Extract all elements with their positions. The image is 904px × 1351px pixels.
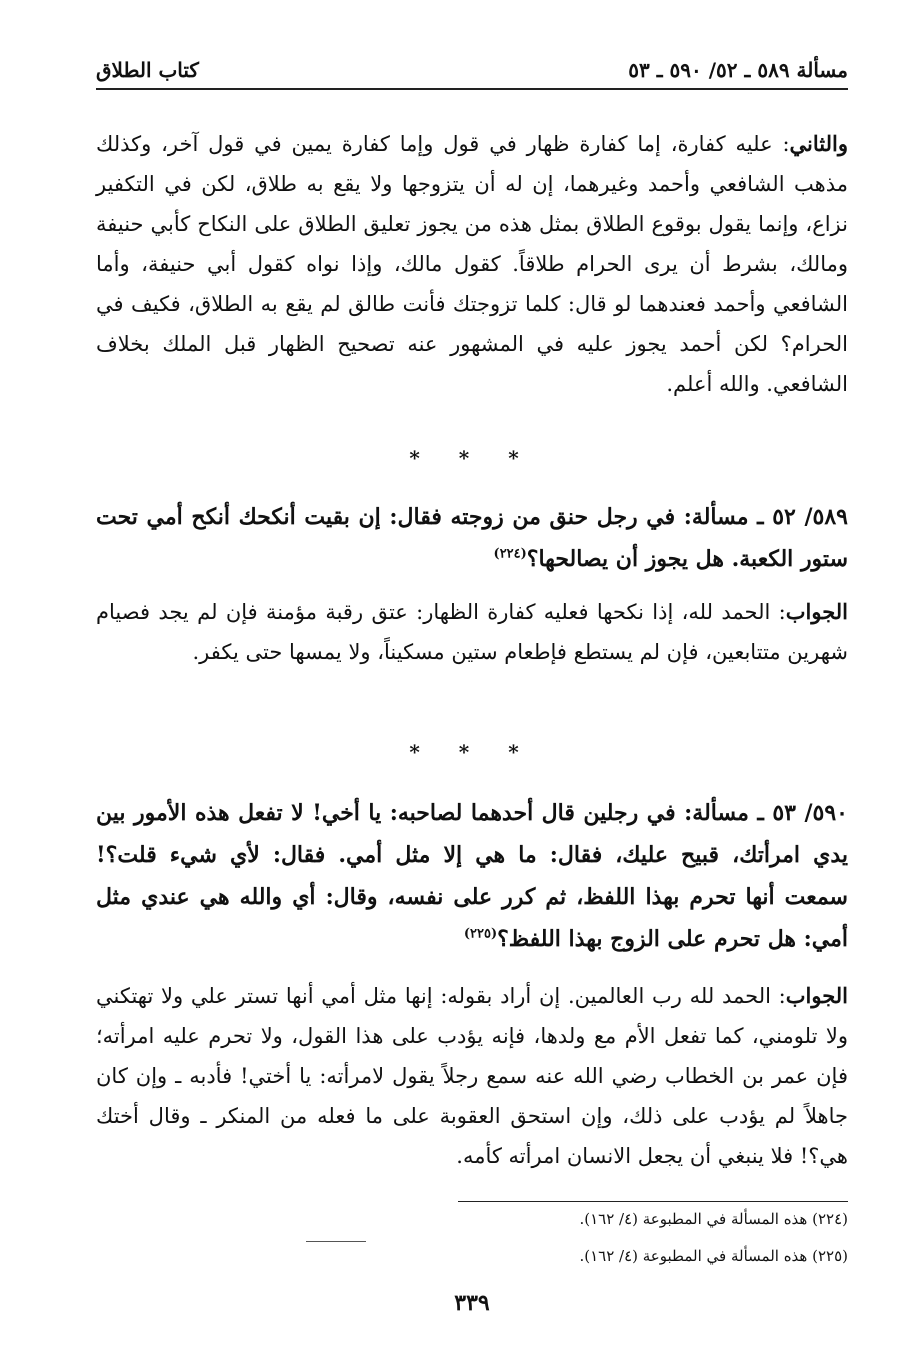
answer-589-lead: الجواب [785, 599, 848, 624]
intro-lead: والثاني [789, 131, 848, 156]
question-590-text: في رجلين قال أحدهما لصاحبه: يا أخي! لا تفعل هذه الأمور بين يدي امرأتك، قبيح عليك، فقال: ما هي إلا مثل أمي. فقال: لأي شيء قلت؟! سمعت أنها تحرم بهذا اللفظ، ثم كرر على نفسه، وقال: أي والله هي عندي مثل أمي: هل تحرم على الزوج بهذا اللفظ؟ [96, 800, 848, 952]
answer-590-text: : الحمد لله رب العالمين. إن أراد بقوله: إنها مثل أمي أنها تستر علي ولا تهتكني ولا تلومني، كما تفعل الأم مع ولدها، فإنه يؤدب على هذا القول، ولا تحرم عليه امرأته؛ فإن عمر بن الخطاب رضي الله عنه سمع رجلاً يقول لامرأته: يا أختي! فأدبه ـ وإن كان جاهلاً لم يؤدب على ذلك، وإن استحق العقوبة على ما فعله من المنكر ـ وقال أختك هي؟! فلا ينبغي أن يجعل الانسان امرأته كأمه. [96, 984, 848, 1168]
answer-589 [96, 592, 848, 672]
header-book-title: كتاب الطلاق [96, 58, 199, 82]
question-589-number: ٥٨٩/ ٥٢ [772, 504, 848, 530]
running-header [96, 52, 848, 82]
intro-text: : عليه كفارة، إما كفارة ظهار في قول وإما كفارة يمين في قول آخر، وكذلك مذهب الشافعي وأحمد وغيرهما، إن له أن يتزوجها ولا يقع به طلاق، لكن في التكفير نزاع، وإنما يقول بوقوع الطلاق بمثل هذه من يجوز تعليق الطلاق على النكاح كأبي حنيفة ومالك، بشرط أن يرى الحرام طلاقاً. كقول مالك، وإذا نواه كقول أبي حنيفة، وأما الشافعي وأحمد فعندهما لو قال: كلما تزوجتك فأنت طالق لم يقع به الطلاق، فكيف في الحرام؟ لكن أحمد يجوز عليه في المشهور عنه تصحيح الظهار قبل الملك بخلاف الشافعي. والله أعلم. [96, 132, 848, 396]
intro-paragraph [96, 124, 848, 404]
footnote-mark-line [306, 1241, 366, 1242]
answer-589-text: : الحمد لله، إذا نكحها فعليه كفارة الظهار: عتق رقبة مؤمنة فإن لم يجد فصيام شهرين متتابعين، فإن لم يستطع فإطعام ستين مسكيناً، ولا يمسها حتى يكفر. [96, 600, 848, 664]
footnote-225: (٢٢٥) هذه المسألة في المطبوعة (٤/ ١٦٢). [579, 1247, 848, 1265]
section-separator-1: * * * [409, 446, 535, 470]
question-590 [96, 792, 848, 960]
section-separator-2: * * * [409, 740, 535, 764]
footnote-224: (٢٢٤) هذه المسألة في المطبوعة (٤/ ١٦٢). [579, 1210, 848, 1228]
answer-590-lead: الجواب [785, 983, 848, 1008]
answer-590 [96, 976, 848, 1176]
book-page [96, 0, 848, 1351]
footnote-divider [458, 1201, 848, 1202]
question-589-text: في رجل حنق من زوجته فقال: إن بقيت أنكحك أنكح أمي تحت ستور الكعبة. هل يجوز أن يصالحها؟ [96, 504, 848, 572]
footnote-ref-225[interactable]: (٢٢٥) [463, 926, 498, 942]
footnote-ref-224[interactable]: (٢٢٤) [493, 546, 527, 562]
question-590-number: ٥٩٠/ ٥٣ [772, 800, 848, 826]
page-number: ٣٣٩ [454, 1290, 490, 1316]
header-issue-range: مسألة ٥٨٩ ـ ٥٢/ ٥٩٠ ـ ٥٣ [628, 58, 848, 82]
header-divider [96, 88, 848, 90]
question-589 [96, 496, 848, 580]
question-589-label: ـ مسألة: [683, 504, 764, 530]
question-590-label: ـ مسألة: [684, 800, 764, 826]
